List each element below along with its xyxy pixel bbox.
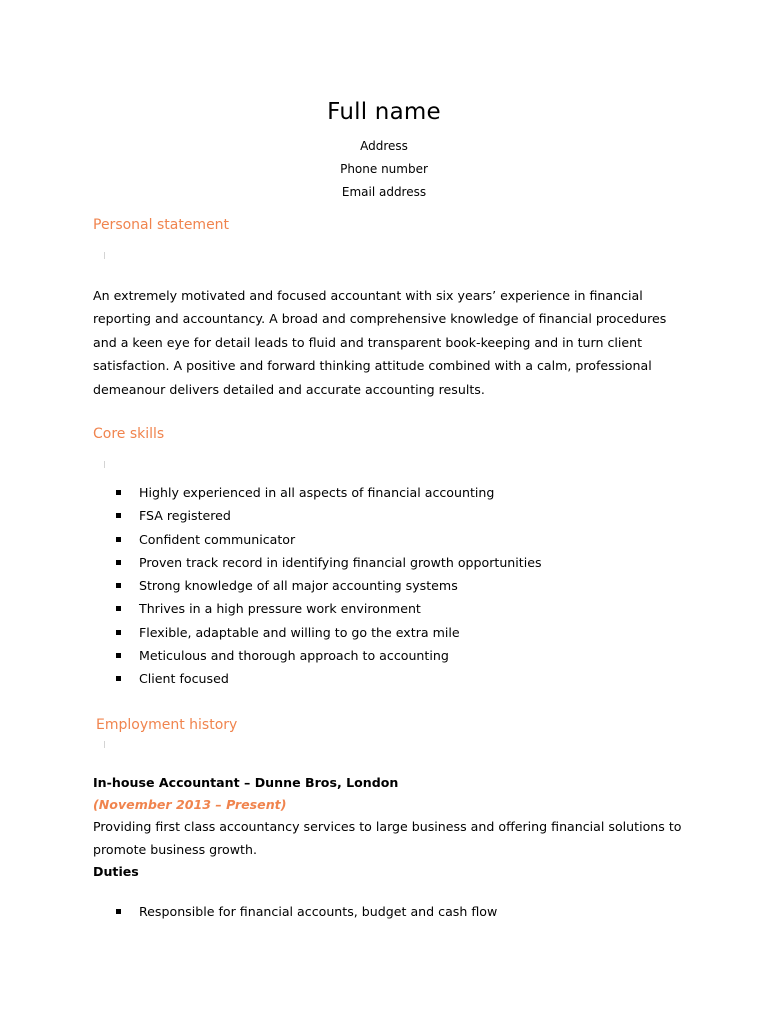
- paragraph-marker: [104, 252, 105, 259]
- bullet-square-icon: [116, 560, 121, 565]
- address-line: Address: [360, 139, 408, 153]
- duties-label: Duties: [93, 864, 139, 879]
- full-name-title: Full name: [327, 99, 441, 125]
- employment-history-heading: Employment history: [96, 717, 238, 733]
- list-item: [116, 667, 542, 690]
- bullet-square-icon: [116, 676, 121, 681]
- job-title: In-house Accountant – Dunne Bros, London: [93, 775, 399, 790]
- skill-text: Thrives in a high pressure work environment: [139, 601, 421, 617]
- bullet-square-icon: [116, 606, 121, 611]
- list-item: [116, 644, 542, 667]
- list-item: [116, 900, 497, 923]
- email-line: Email address: [341, 185, 427, 199]
- job-description: Providing first class accountancy services to large business and offering financial solutions to promote business growth.: [93, 819, 682, 857]
- list-item: [116, 551, 542, 574]
- duties-list: [116, 900, 497, 923]
- list-item: [116, 574, 542, 597]
- personal-statement-text: An extremely motivated and focused accountant with six years’ experience in financial reporting and accountancy. A broad and comprehensive knowledge of financial procedures and a keen eye for detail leads to fluid and transparent book-keeping and in turn client satisfaction. A positive and forward thinking attitude combined with a calm, professional demeanour delivers detailed and accurate accounting results.: [93, 288, 667, 397]
- job-dates: (November 2013 – Present): [93, 797, 287, 812]
- bullet-square-icon: [116, 630, 121, 635]
- bullet-square-icon: [116, 513, 121, 518]
- skill-text: Proven track record in identifying financial growth opportunities: [139, 554, 542, 570]
- bullet-square-icon: [116, 490, 121, 495]
- core-skills-heading: Core skills: [93, 426, 165, 442]
- duty-text: Responsible for financial accounts, budget and cash flow: [139, 904, 498, 919]
- paragraph-marker: [104, 741, 105, 748]
- list-item: [116, 528, 542, 551]
- skill-text: Meticulous and thorough approach to accounting: [139, 648, 449, 664]
- phone-line: Phone number: [340, 162, 428, 176]
- bullet-square-icon: [116, 537, 121, 542]
- skill-text: Flexible, adaptable and willing to go the extra mile: [139, 624, 460, 640]
- skill-text: Highly experienced in all aspects of financial accounting: [139, 485, 495, 500]
- skill-text: Client focused: [139, 671, 229, 687]
- list-item: [116, 597, 542, 620]
- list-item: [116, 504, 542, 527]
- personal-statement-heading: Personal statement: [93, 217, 230, 233]
- skill-text: Confident communicator: [139, 531, 296, 547]
- core-skills-list: [116, 481, 542, 691]
- bullet-square-icon: [116, 583, 121, 588]
- skill-text: Strong knowledge of all major accounting systems: [139, 578, 458, 594]
- list-item: [116, 621, 542, 644]
- skill-text: FSA registered: [139, 508, 231, 524]
- list-item: [116, 481, 542, 504]
- paragraph-marker: [104, 461, 105, 468]
- bullet-square-icon: [116, 909, 121, 914]
- bullet-square-icon: [116, 653, 121, 658]
